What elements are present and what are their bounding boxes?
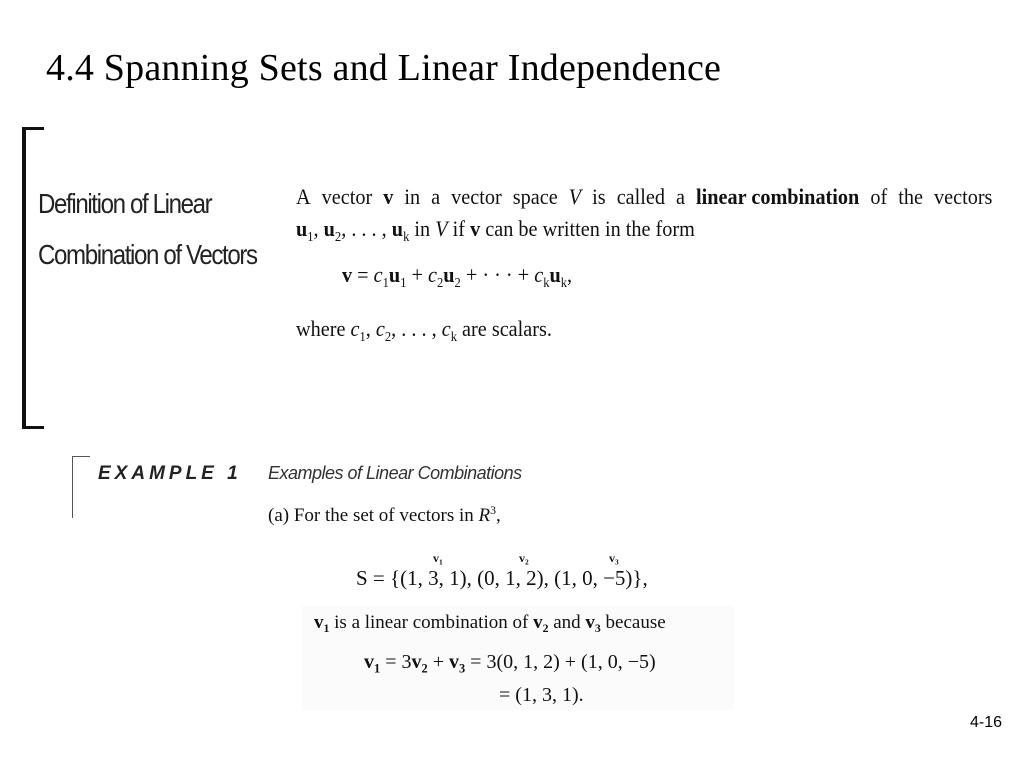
example-calculation-line2: = (1, 3, 1).	[499, 684, 584, 706]
example-title: Examples of Linear Combinations	[268, 463, 522, 483]
definition-heading-line2: Combination of Vectors	[38, 239, 257, 270]
example-bracket	[72, 456, 90, 518]
def-word: of	[870, 184, 888, 209]
definition-equation: $v = c_1u_1 + c_2u_2$ + · · · + $c_ku_k$,	[342, 262, 573, 290]
page-number: 4-16	[969, 714, 1002, 731]
def-word: is	[592, 184, 606, 209]
definition-body	[296, 184, 991, 342]
def-word: V	[568, 184, 582, 209]
def-word: vector	[451, 184, 502, 209]
definition-heading	[38, 178, 257, 280]
example-because: $v_1$ is a linear combination of $v_2$ and $v_3$ because	[314, 612, 666, 636]
example-set: S = {(1, 3, 1), (0, 1, 2), (1, 0, −5)},	[356, 566, 648, 590]
definition-heading-line1: Definition of Linear	[38, 188, 212, 219]
example-calculation-line1: $v_1 = 3v_2 + v_3 = 3(0$, 1, 2) + (1, 0, −5)	[364, 651, 656, 676]
set-label-v2: $v_2$	[519, 551, 529, 567]
def-word: A	[296, 184, 311, 209]
def-word: space	[512, 184, 558, 209]
def-word: a	[431, 184, 441, 209]
def-word: vectors	[933, 184, 993, 209]
slide-title: 4.4 Spanning Sets and Linear Independence	[46, 47, 722, 89]
definition-line1	[296, 184, 992, 210]
def-word: v	[383, 184, 394, 209]
example-label: EXAMPLE 1	[98, 463, 242, 484]
set-label-v1: $v_1$	[433, 551, 443, 567]
definition-where: where $c_1$, $c_2$, . . . , $c_k$ are scalars.	[296, 316, 552, 344]
def-word: called	[616, 184, 666, 209]
example-part-a: (a) For the set of vectors in $R^3$,	[268, 503, 501, 526]
def-word: the	[898, 184, 923, 209]
set-label-v3: $v_3$	[609, 551, 619, 567]
definition-line2: $u_1$, $u_2$, . . . , $u_k$ in V if v can be written in the form	[296, 216, 695, 244]
def-term-linear-combination: linear combination	[696, 184, 860, 209]
def-word: vector	[321, 184, 373, 209]
def-word: in	[404, 184, 421, 209]
def-word: a	[676, 184, 686, 209]
